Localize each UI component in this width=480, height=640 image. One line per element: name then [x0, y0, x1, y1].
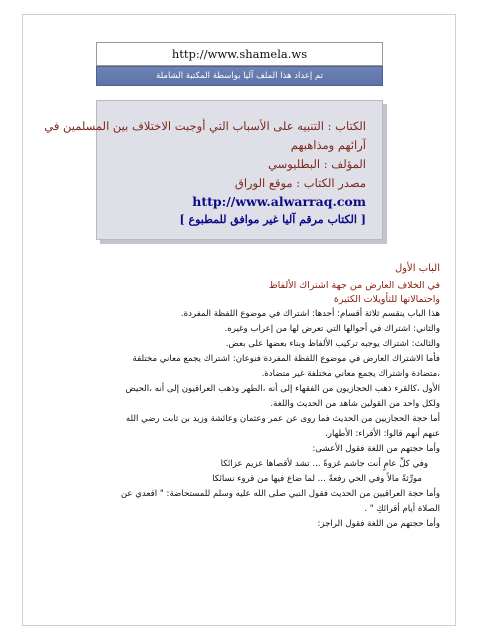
paragraph: ،متضادة واشتراك يجمع معاني مختلفة غير متضادة. [261, 369, 440, 379]
numbering-note: [ الكتاب مرقم آليا غير موافق للمطبوع ] [179, 213, 366, 226]
paragraph: وأما حجة العراقيين من الحديث فقول النبي صلى الله عليه وسلم للمستحاضة: " اقعدي عن [120, 489, 440, 499]
paragraph: فأما الاشتراك العارض في موضوع اللفظة المفردة فنوعان: اشتراك يجمع معاني مختلفة [132, 354, 440, 364]
paragraph: ولكل واحد من القولين شاهد من الحديث واللغة. [270, 399, 440, 409]
chapter-title: الباب الأول [394, 263, 440, 274]
chapter-body [38, 261, 440, 532]
book-info [44, 117, 366, 228]
site-url[interactable]: http://www.shamela.ws [96, 42, 383, 66]
paragraph: وأما حجتهم من اللغة فقول الراجز: [317, 519, 440, 529]
book-source: مصدر الكتاب : موقع الوراق [234, 176, 366, 190]
poem-verse: مورِّثةً مالاً وفي الحي رفعةً ... لما ضاع فيها من قروء نسائكا [212, 474, 422, 484]
paragraph: الأول ،كالقرء ذهب الحجازيون من الفقهاء إلى أنه ،الطهر وذهب العراقيون إلى أنه ،الحيض [125, 384, 440, 394]
section-heading-1: في الخلاف العارض من جهة اشتراك الألفاظ [268, 280, 440, 291]
book-title-line2: آرائهم ومذاهبهم [290, 138, 366, 152]
paragraph: والثالث: اشتراك يوجبه تركيب الألفاظ وبناء بعضها على بعض. [225, 339, 440, 349]
paragraph: عنهم أنهم قالوا: الأقراء: الأطهار. [325, 429, 440, 439]
paragraph: والثاني: اشتراك في أحوالها التي تعرض لها من إعراب وغيره. [224, 324, 440, 334]
section-heading-2: واحتمالاتها للتأويلات الكثيرة [333, 294, 440, 305]
poem-verse: وفي كلِّ عامٍ أنت جاشم غزوةً ... تشد لأقصاها عزيم عزائكا [220, 459, 428, 469]
source-link[interactable]: http://www.alwarraq.com [192, 194, 366, 209]
paragraph: أما حجة الحجازيين من الحديث فما روى عن عمر وعثمان وعائشة وزيد بن ثابت رضي الله [125, 414, 440, 424]
paragraph: هذا الباب ينقسم ثلاثة أقسام: أحدها: اشتراك في موضوع اللفظة المفردة. [180, 309, 440, 319]
book-title-line1: الكتاب : التنبيه على الأسباب التي أوجبت الاختلاف بين المسلمين في [44, 119, 366, 133]
paragraph: وأما حجتهم من اللغة فقول الأعشى: [312, 444, 440, 454]
book-info-box [44, 100, 383, 240]
paragraph: الصلاة أيام أقرائكِ " . [364, 504, 440, 514]
book-author: المؤلف : البطليوسي [268, 157, 366, 171]
generated-banner: تم إعداد هذا الملف آليا بواسطة المكتبة الشاملة [96, 66, 383, 86]
